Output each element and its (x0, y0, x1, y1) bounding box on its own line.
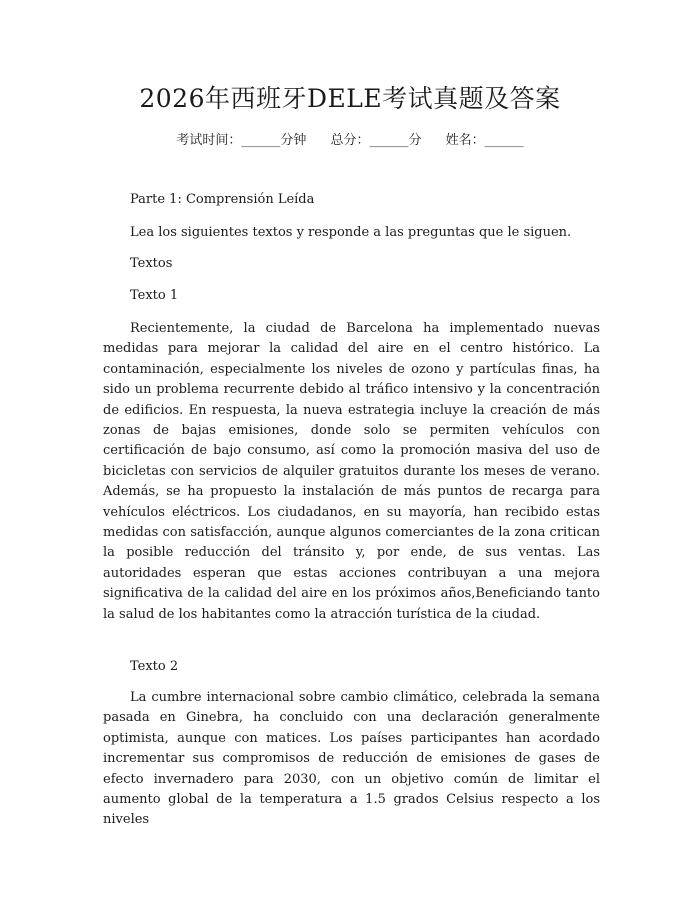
page-title: 2026年西班牙DELE考试真题及答案 (139, 84, 561, 113)
texts-label: Textos (130, 256, 173, 271)
texto1-paragraph: Recientemente, la ciudad de Barcelona ha implementado nuevas medidas para mejorar la calidad del aire en el centro histórico. La contaminación, especialmente los niveles de ozono y partículas finas, ha sido un problema recurrente debido al tráfico intensivo y la concentración de edificios. En respuesta, la nueva estrategia incluye la creación de más zonas de bajas emisiones, donde solo se permiten vehículos con certificación de bajo consumo, así como la promoción masiva del uso de bicicletas con servicios de alquiler gratuitos durante los meses de verano. Además, se ha propuesto la instalación de más puntos de recarga para vehículos eléctricos. Los ciudadanos, en su mayoría, han recibido estas medidas con satisfacción, aunque algunos comerciantes de la zona critican la posible reducción del tránsito y, por ende, de sus ventas. Las autoridades esperan que estas acciones contribuyan a una mejora significativa de la calidad del aire en los próximos años,Beneficiando tanto la salud de los habitantes como la atracción turística de la ciudad. (103, 321, 600, 622)
texto2-paragraph: La cumbre internacional sobre cambio climático, celebrada la semana pasada en Ginebra, ha concluido con una declaración generalmente optimista, aunque con matices. Los países participantes han acordado incrementar sus compromisos de reducción de emisiones de gases de efecto invernadero para 2030, con un objetivo común de limitar el aumento global de la temperatura a 1.5 grados Celsius respecto a los niveles (103, 690, 600, 828)
student-name-field: 姓名：______ (445, 133, 524, 148)
section-heading: Parte 1: Comprensión Leída (130, 192, 315, 207)
total-score-field: 总分：______分 (330, 133, 422, 148)
texto2-label: Texto 2 (130, 659, 179, 674)
instruction-text: Lea los siguientes textos y responde a las preguntas que le siguen. (130, 225, 572, 240)
exam-time-field: 考试时间：______分钟 (176, 133, 307, 148)
texto1-label: Texto 1 (130, 288, 179, 303)
exam-info-line (0, 131, 700, 151)
